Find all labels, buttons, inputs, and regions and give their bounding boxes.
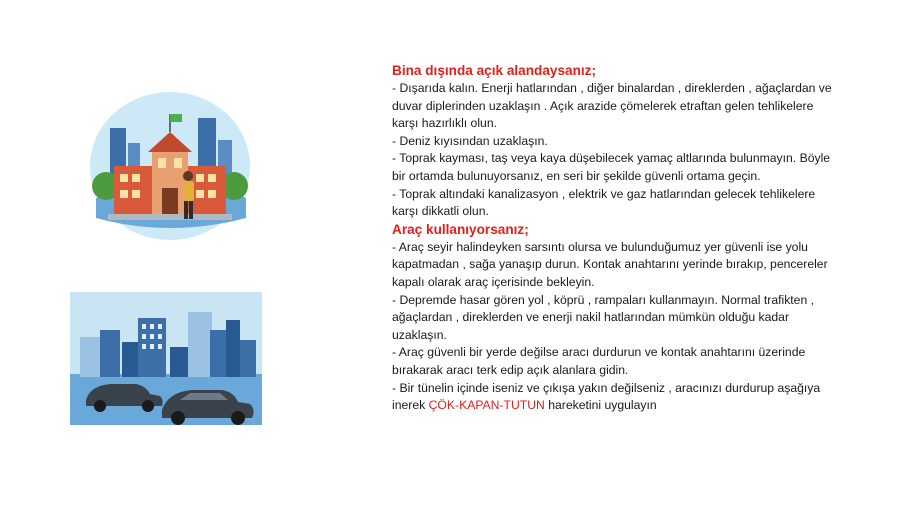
paragraph: - Araç güvenli bir yerde değilse aracı durdurun ve kontak anahtarını üzerinde bırakarak aracı terk edip açık alanlara gidin. <box>392 345 806 377</box>
section-heading-outdoor: Bina dışında açık alandaysanız; <box>392 63 596 78</box>
tunnel-text-prefix: - Bir tünelin içinde iseniz ve çıkışa yakın değilseniz , aracınızı durdurup aşağıya inerek <box>392 380 821 413</box>
section-heading-driving: Araç kullanıyorsanız; <box>392 221 529 237</box>
tunnel-text-suffix: hareketini uygulayın <box>544 398 657 413</box>
school-building-illustration <box>88 88 253 243</box>
paragraph-tunnel <box>392 380 832 415</box>
paragraph: - Toprak altındaki kanalizasyon , elektrik ve gaz hatlarından gelecek tehlikelere karşı dikkatli olun. <box>392 186 816 219</box>
paragraph: - Deniz kıyısından uzaklaşın. <box>392 133 548 148</box>
paragraph: - Dışarıda kalın. Enerji hatlarından , diğer binalardan , direklerden , ağaçlardan ve duvar diplerinden uzaklaşın . Açık arazide çömelerek etraftan gelen tehlikelere karşı hazırlıklı olun. <box>392 81 832 131</box>
cok-kapan-tutun-highlight: ÇÖK-KAPAN-TUTUN <box>428 398 545 413</box>
paragraph: - Araç seyir halindeyken sarsıntı olursa ve bulunduğumuz yer güvenli ise yolu kapatmadan , sağa yanaşıp durun. Kontak anahtarını yerinde bırakıp, pencereler kapalı olarak araç içerisinde bekleyin. <box>392 239 828 289</box>
paragraph: - Depremde hasar gören yol , köprü , rampaları kullanmayın. Normal trafikten , ağaçlardan , direklerden ve enerji nakil hatlarından mümkün olduğu kadar uzaklaşın. <box>392 292 814 342</box>
text-panel <box>392 62 832 415</box>
paragraph: - Toprak kayması, taş veya kaya düşebilecek yamaç altlarında bulunmayın. Böyle bir ortamda bulunuyorsanız, en seri bir şekilde güvenli ortama geçin. <box>392 151 831 183</box>
city-cars-illustration <box>70 292 262 425</box>
